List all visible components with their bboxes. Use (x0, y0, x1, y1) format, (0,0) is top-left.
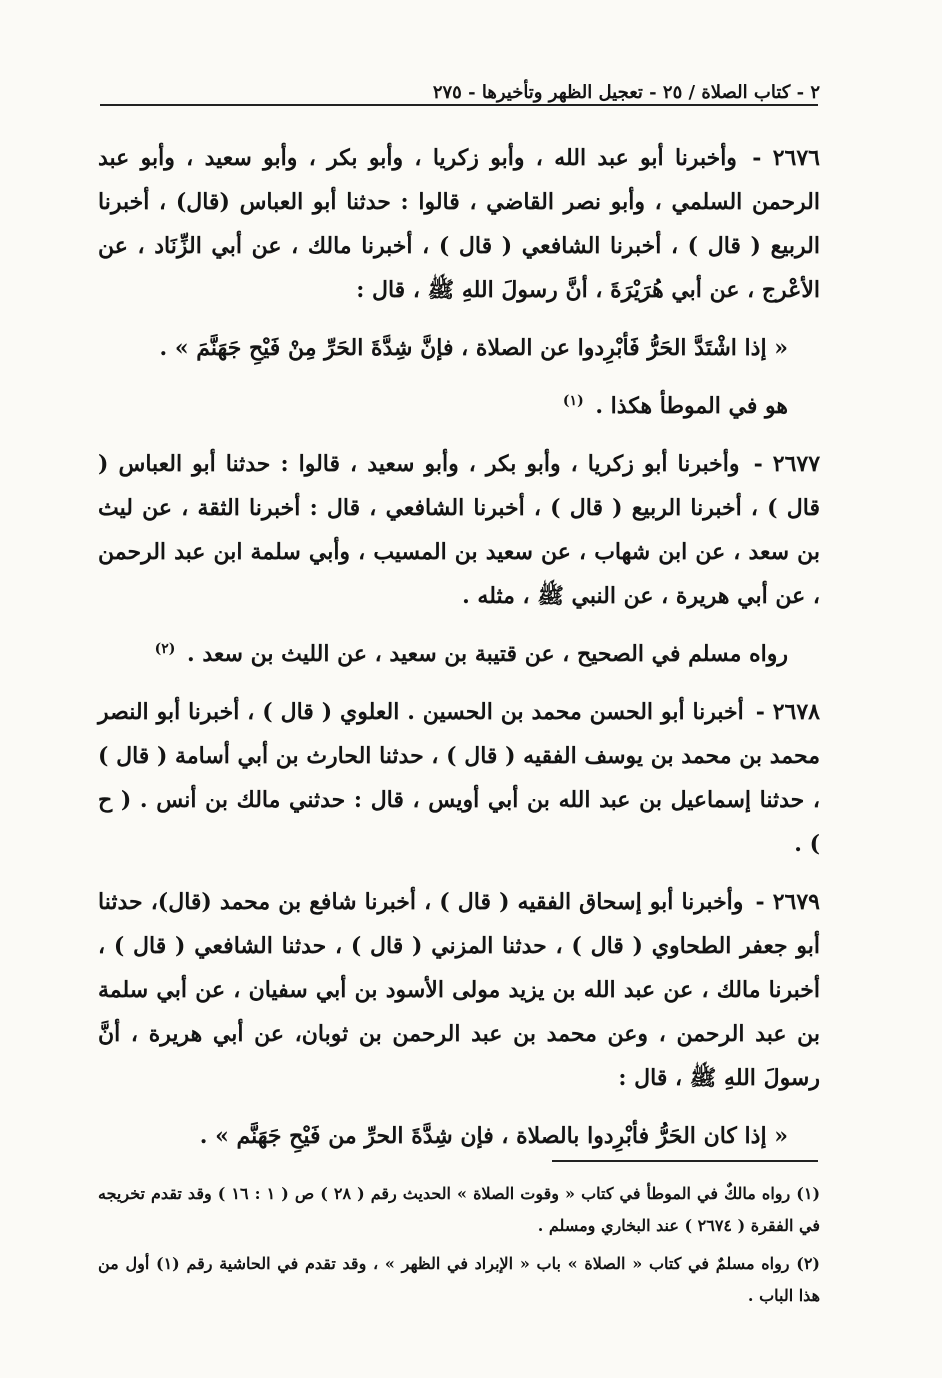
hadith-number: ٢٦٧٦ - (752, 145, 820, 171)
footnote-1: (١) رواه مالكٌ في الموطأ في كتاب « وقوت الصلاة » الحديث رقم ( ٢٨ ) ص ( ١ : ١٦ ) وقد تقدم تخريجه في الفقرة ( ٢٦٧٤ ) عند البخاري ومسلم . (98, 1184, 821, 1235)
running-header (98, 82, 820, 103)
hadith-number: ٢٦٧٧ - (753, 451, 821, 477)
hadith-2677 (98, 442, 820, 618)
note-text: هو في الموطأ هكذا . (595, 393, 788, 419)
hadith-quote (98, 1114, 820, 1158)
footnote-ref-1[interactable]: (١) (562, 392, 584, 409)
hadith-note (98, 384, 820, 428)
hadith-text: وأخبرنا أبو إسحاق الفقيه ( قال ) ، أخبرنا شافع بن محمد (قال)، حدثنا أبو جعفر الطحاوي ( قال ) ، حدثنا المزني ( قال ) ، حدثنا الشافعي ( قال ) ، أخبرنا مالك ، عن عبد الله بن يزيد مولى الأسود بن أبي سفيان ، عن أبي سلمة بن عبد الرحمن ، وعن محمد بن عبد الرحمن بن ثوبان، عن أبي هريرة ، أنَّ رسولَ اللهِ ﷺ ، قال : (98, 889, 820, 1091)
hadith-2679 (98, 880, 820, 1100)
hadith-number: ٢٦٧٨ - (755, 699, 820, 725)
hadith-quote (98, 326, 820, 370)
note-text: رواه مسلم في الصحيح ، عن قتيبة بن سعيد ، عن الليث بن سعد . (187, 641, 788, 667)
footnote-ref-2[interactable]: (٢) (154, 640, 176, 657)
hadith-note (98, 632, 820, 676)
quote-text: « إذا اشْتَدَّ الحَرُّ فَأبْرِدوا عن الصلاة ، فإنَّ شِدَّةَ الحَرِّ مِنْ فَيْحِ جَهَنَّمَ » . (159, 335, 788, 361)
header-rule (100, 104, 818, 106)
main-text (98, 136, 820, 1172)
running-title: ٢ - كتاب الصلاة / ٢٥ - تعجيل الظهر وتأخيرها - ٢٧٥ (432, 82, 820, 103)
footnote-2: (٢) رواه مسلمٌ في كتاب « الصلاة » باب « الإبراد في الظهر » ، وقد تقدم في الحاشية رقم (١) أول من هذا الباب . (98, 1254, 820, 1305)
footnote-rule (552, 1160, 818, 1162)
hadith-number: ٢٦٧٩ - (755, 889, 820, 915)
footnotes (98, 1178, 820, 1318)
hadith-text: وأخبرنا أبو زكريا ، وأبو بكر ، وأبو سعيد ، قالوا : حدثنا أبو العباس ( قال ) ، أخبرنا الربيع ( قال ) ، أخبرنا الشافعي ، قال : أخبرنا الثقة ، عن ليث بن سعد ، عن ابن شهاب ، عن سعيد بن المسيب ، وأبي سلمة ابن عبد الرحمن ، عن أبي هريرة ، عن النبي ﷺ ، مثله . (98, 451, 820, 609)
hadith-2678 (98, 690, 820, 866)
hadith-2676 (98, 136, 820, 312)
hadith-text: أخبرنا أبو الحسن محمد بن الحسين . العلوي ( قال ) ، أخبرنا أبو النصر محمد بن محمد بن يوسف الفقيه ( قال ) ، حدثنا الحارث بن أبي أسامة ( قال ) ، حدثنا إسماعيل بن عبد الله بن أبي أويس ، قال : حدثني مالك بن أنس . ( ح ) . (98, 699, 820, 857)
quote-text: « إذا كان الحَرُّ فأبْرِدوا بالصلاة ، فإن شِدَّةَ الحرِّ من فَيْحِ جَهَنَّم » . (199, 1123, 788, 1149)
hadith-text: وأخبرنا أبو عبد الله ، وأبو زكريا ، وأبو بكر ، وأبو سعيد ، وأبو عبد الرحمن السلمي ، وأبو نصر القاضي ، قالوا : حدثنا أبو العباس (قال) ، أخبرنا الربيع ( قال ) ، أخبرنا الشافعي ( قال ) ، أخبرنا مالك ، عن أبي الزِّنَاد ، عن الأعْرج ، عن أبي هُرَيْرَةَ ، أنَّ رسولَ اللهِ ﷺ ، قال : (98, 145, 820, 303)
